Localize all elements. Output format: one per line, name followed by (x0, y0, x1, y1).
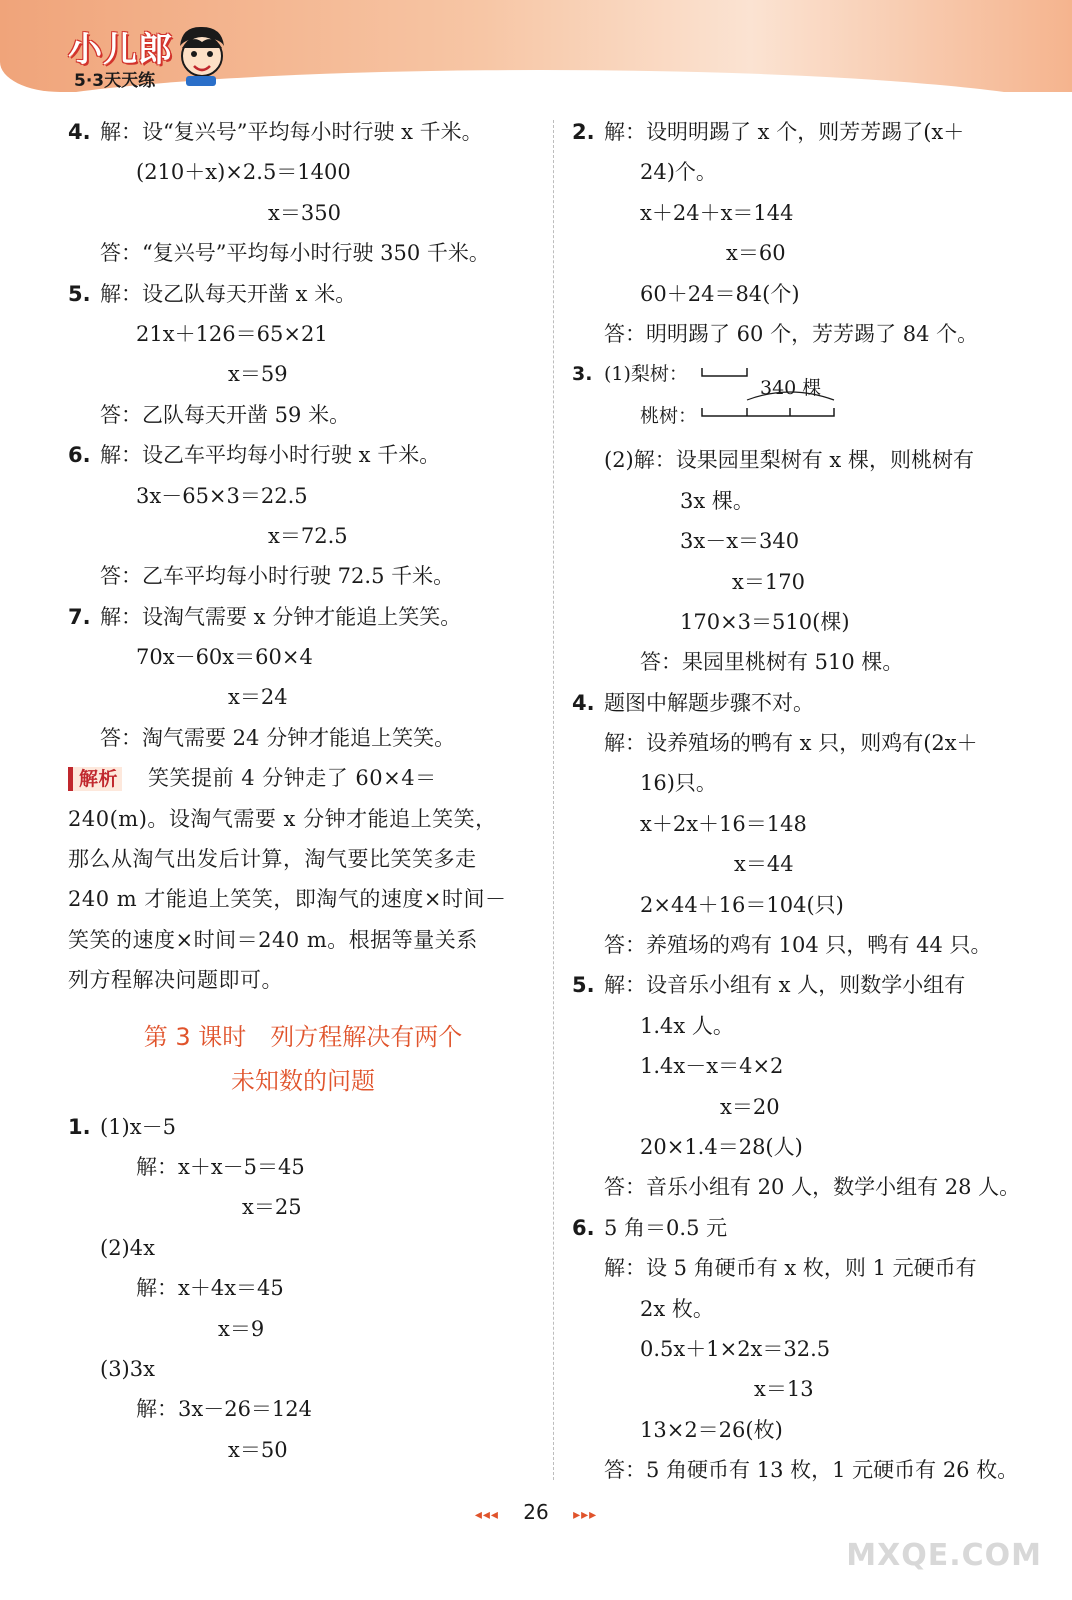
problem-6-answer: 答：5 角硬币有 13 枚，1 元硬币有 26 枚。 (604, 1458, 1019, 1483)
problem-number: 5. (572, 973, 595, 998)
question-1-part-3: (3)3x (100, 1356, 155, 1381)
problem-7-line-2: 70x－60x＝60×4 (136, 645, 313, 670)
analysis-block (68, 758, 538, 1000)
problem-number: 4. (572, 690, 595, 715)
problem-2-line-4: x＝60 (726, 241, 786, 266)
question-1-part-1 (68, 1107, 538, 1147)
arrow-left-icon: ◂◂◂ (474, 1507, 499, 1523)
problem-5-line-4: x＝20 (720, 1094, 780, 1119)
problem-7-line-3: x＝24 (228, 685, 288, 710)
text: (1)x－5 (100, 1114, 176, 1139)
problem-5-line-3: x＝59 (228, 362, 288, 387)
problem-4-line-3: x＝350 (268, 200, 341, 225)
problem-5-line-3: 1.4x－x＝4×2 (640, 1054, 784, 1079)
problem-number: 1. (68, 1114, 91, 1139)
column-divider (553, 120, 554, 1480)
question-1-part-1-result: x＝25 (242, 1195, 302, 1220)
problem-4-line-1 (572, 683, 1042, 723)
analysis-line-1 (68, 758, 538, 798)
problem-3-answer: 答：果园里桃树有 510 棵。 (640, 650, 904, 675)
problem-number: 4. (68, 120, 91, 144)
problem-number: 5. (68, 281, 91, 306)
problem-6-line-5: x＝13 (754, 1377, 814, 1402)
analysis-line-6: 列方程解决问题即可。 (68, 968, 283, 993)
problem-4-answer: 答：养殖场的鸡有 104 只，鸭有 44 只。 (604, 933, 992, 958)
problem-3-line-1: (2)解：设果园里梨树有 x 棵，则桃树有 (604, 448, 974, 473)
problem-6-line-4: 0.5x＋1×2x＝32.5 (640, 1336, 831, 1361)
question-1-part-2-solution: 解：x＋4x＝45 (136, 1276, 284, 1301)
mascot-boy-icon (172, 24, 230, 86)
problem-2-line-3: x＋24＋x＝144 (640, 200, 794, 225)
problem-4-line-3: 16)只。 (640, 771, 717, 796)
analysis-line-5: 笑笑的速度×时间＝240 m。根据等量关系 (68, 927, 478, 952)
problem-4-line-2: (210＋x)×2.5＝1400 (136, 160, 351, 185)
problem-7-line-1 (68, 597, 538, 637)
problem-6-line-3: 2x 枚。 (640, 1296, 714, 1321)
pear-label: (1)梨树： (604, 363, 688, 386)
arrow-right-icon: ▸▸▸ (573, 1507, 598, 1523)
question-1-part-1-solution: 解：x＋x－5＝45 (136, 1154, 305, 1179)
page-number: 26 (523, 1500, 549, 1524)
text: 解：设乙车平均每小时行驶 x 千米。 (100, 443, 441, 468)
problem-3-line-5: 170×3＝510(棵) (680, 609, 850, 634)
problem-number: 2. (572, 120, 595, 144)
problem-number: 3. (572, 363, 593, 386)
question-1-part-2-result: x＝9 (218, 1316, 265, 1341)
problem-5-line-1 (68, 274, 538, 314)
analysis-line-2: 240(m)。设淘气需要 x 分钟才能追上笑笑， (68, 806, 497, 831)
left-column (68, 112, 538, 1470)
section-title-line-2: 未知数的问题 (231, 1066, 375, 1095)
analysis-tag: 解析 (68, 767, 122, 791)
problem-4-line-6: 2×44＋16＝104(只) (640, 892, 844, 917)
problem-2-line-2: 24)个。 (640, 160, 717, 185)
problem-6-line-3: x＝72.5 (268, 523, 348, 548)
problem-4-line-1 (68, 112, 538, 152)
problem-3-line-4: x＝170 (732, 569, 805, 594)
problem-6-line-6: 13×2＝26(枚) (640, 1417, 783, 1442)
problem-4-line-5: x＝44 (734, 852, 794, 877)
question-1-part-3-solution: 解：3x－26＝124 (136, 1397, 313, 1422)
analysis-line-3: 那么从淘气出发后计算，淘气要比笑笑多走 (68, 847, 477, 872)
brand-subtitle: 5·3天天练 (74, 71, 156, 91)
problem-5-line-1 (572, 965, 1042, 1005)
text: 解：设明明踢了 x 个，则芳芳踢了(x＋ (604, 120, 965, 144)
text: 题图中解题步骤不对。 (604, 690, 814, 715)
problem-2-line-5: 60＋24＝84(个) (640, 281, 800, 306)
problem-4-line-4: x＋2x＋16＝148 (640, 811, 807, 836)
problem-6-line-2: 解：设 5 角硬币有 x 枚，则 1 元硬币有 (604, 1256, 977, 1281)
question-1-part-2: (2)4x (100, 1235, 155, 1260)
problem-4-answer: 答：“复兴号”平均每小时行驶 350 千米。 (100, 241, 490, 266)
text: 解：设“复兴号”平均每小时行驶 x 千米。 (100, 120, 483, 144)
problem-6-line-1 (572, 1208, 1042, 1248)
analysis-line-4: 240 m 才能追上笑笑，即淘气的速度×时间－ (68, 887, 507, 912)
problem-6-answer: 答：乙车平均每小时行驶 72.5 千米。 (100, 564, 455, 589)
problem-7-answer: 答：淘气需要 24 分钟才能追上笑笑。 (100, 725, 456, 750)
problem-6-line-2: 3x－65×3＝22.5 (136, 483, 308, 508)
section-title-line-1: 第 3 课时 列方程解决有两个 (143, 1022, 463, 1051)
question-1-part-3-result: x＝50 (228, 1437, 288, 1462)
problem-2-answer: 答：明明踢了 60 个，芳芳踢了 84 个。 (604, 321, 979, 346)
text: 笑笑提前 4 分钟走了 60×4＝ (148, 766, 437, 791)
problem-5-line-2: 21x＋126＝65×21 (136, 321, 328, 346)
problem-5-answer: 答：乙队每天开凿 59 米。 (100, 402, 351, 427)
problem-number: 6. (68, 443, 91, 468)
tree-diagram (572, 354, 1042, 440)
peach-label: 桃树： (640, 405, 698, 428)
problem-3-line-3: 3x－x＝340 (680, 529, 800, 554)
right-column (572, 112, 1042, 1491)
text: 5 角＝0.5 元 (604, 1215, 728, 1240)
text: 解：设音乐小组有 x 人，则数学小组有 (604, 973, 966, 998)
text: 解：设乙队每天开凿 x 米。 (100, 281, 357, 306)
problem-number: 7. (68, 604, 91, 629)
problem-number: 6. (572, 1215, 595, 1240)
text: 解：设淘气需要 x 分钟才能追上笑笑。 (100, 604, 462, 629)
problem-5-line-2: 1.4x 人。 (640, 1013, 734, 1038)
page-footer (0, 1500, 1072, 1524)
header-wave (0, 70, 1072, 92)
brand-logo: 小儿郎 (68, 30, 173, 70)
problem-4-line-2: 解：设养殖场的鸭有 x 只，则鸡有(2x＋ (604, 731, 978, 756)
problem-5-line-5: 20×1.4＝28(人) (640, 1134, 803, 1159)
problem-3-line-2: 3x 棵。 (680, 488, 754, 513)
count-label: 340 棵 (760, 377, 822, 400)
problem-2-line-1 (572, 112, 1042, 152)
problem-5-answer: 答：音乐小组有 20 人，数学小组有 28 人。 (604, 1175, 1021, 1200)
watermark: MXQE.COM (846, 1538, 1042, 1573)
problem-6-line-1 (68, 435, 538, 475)
